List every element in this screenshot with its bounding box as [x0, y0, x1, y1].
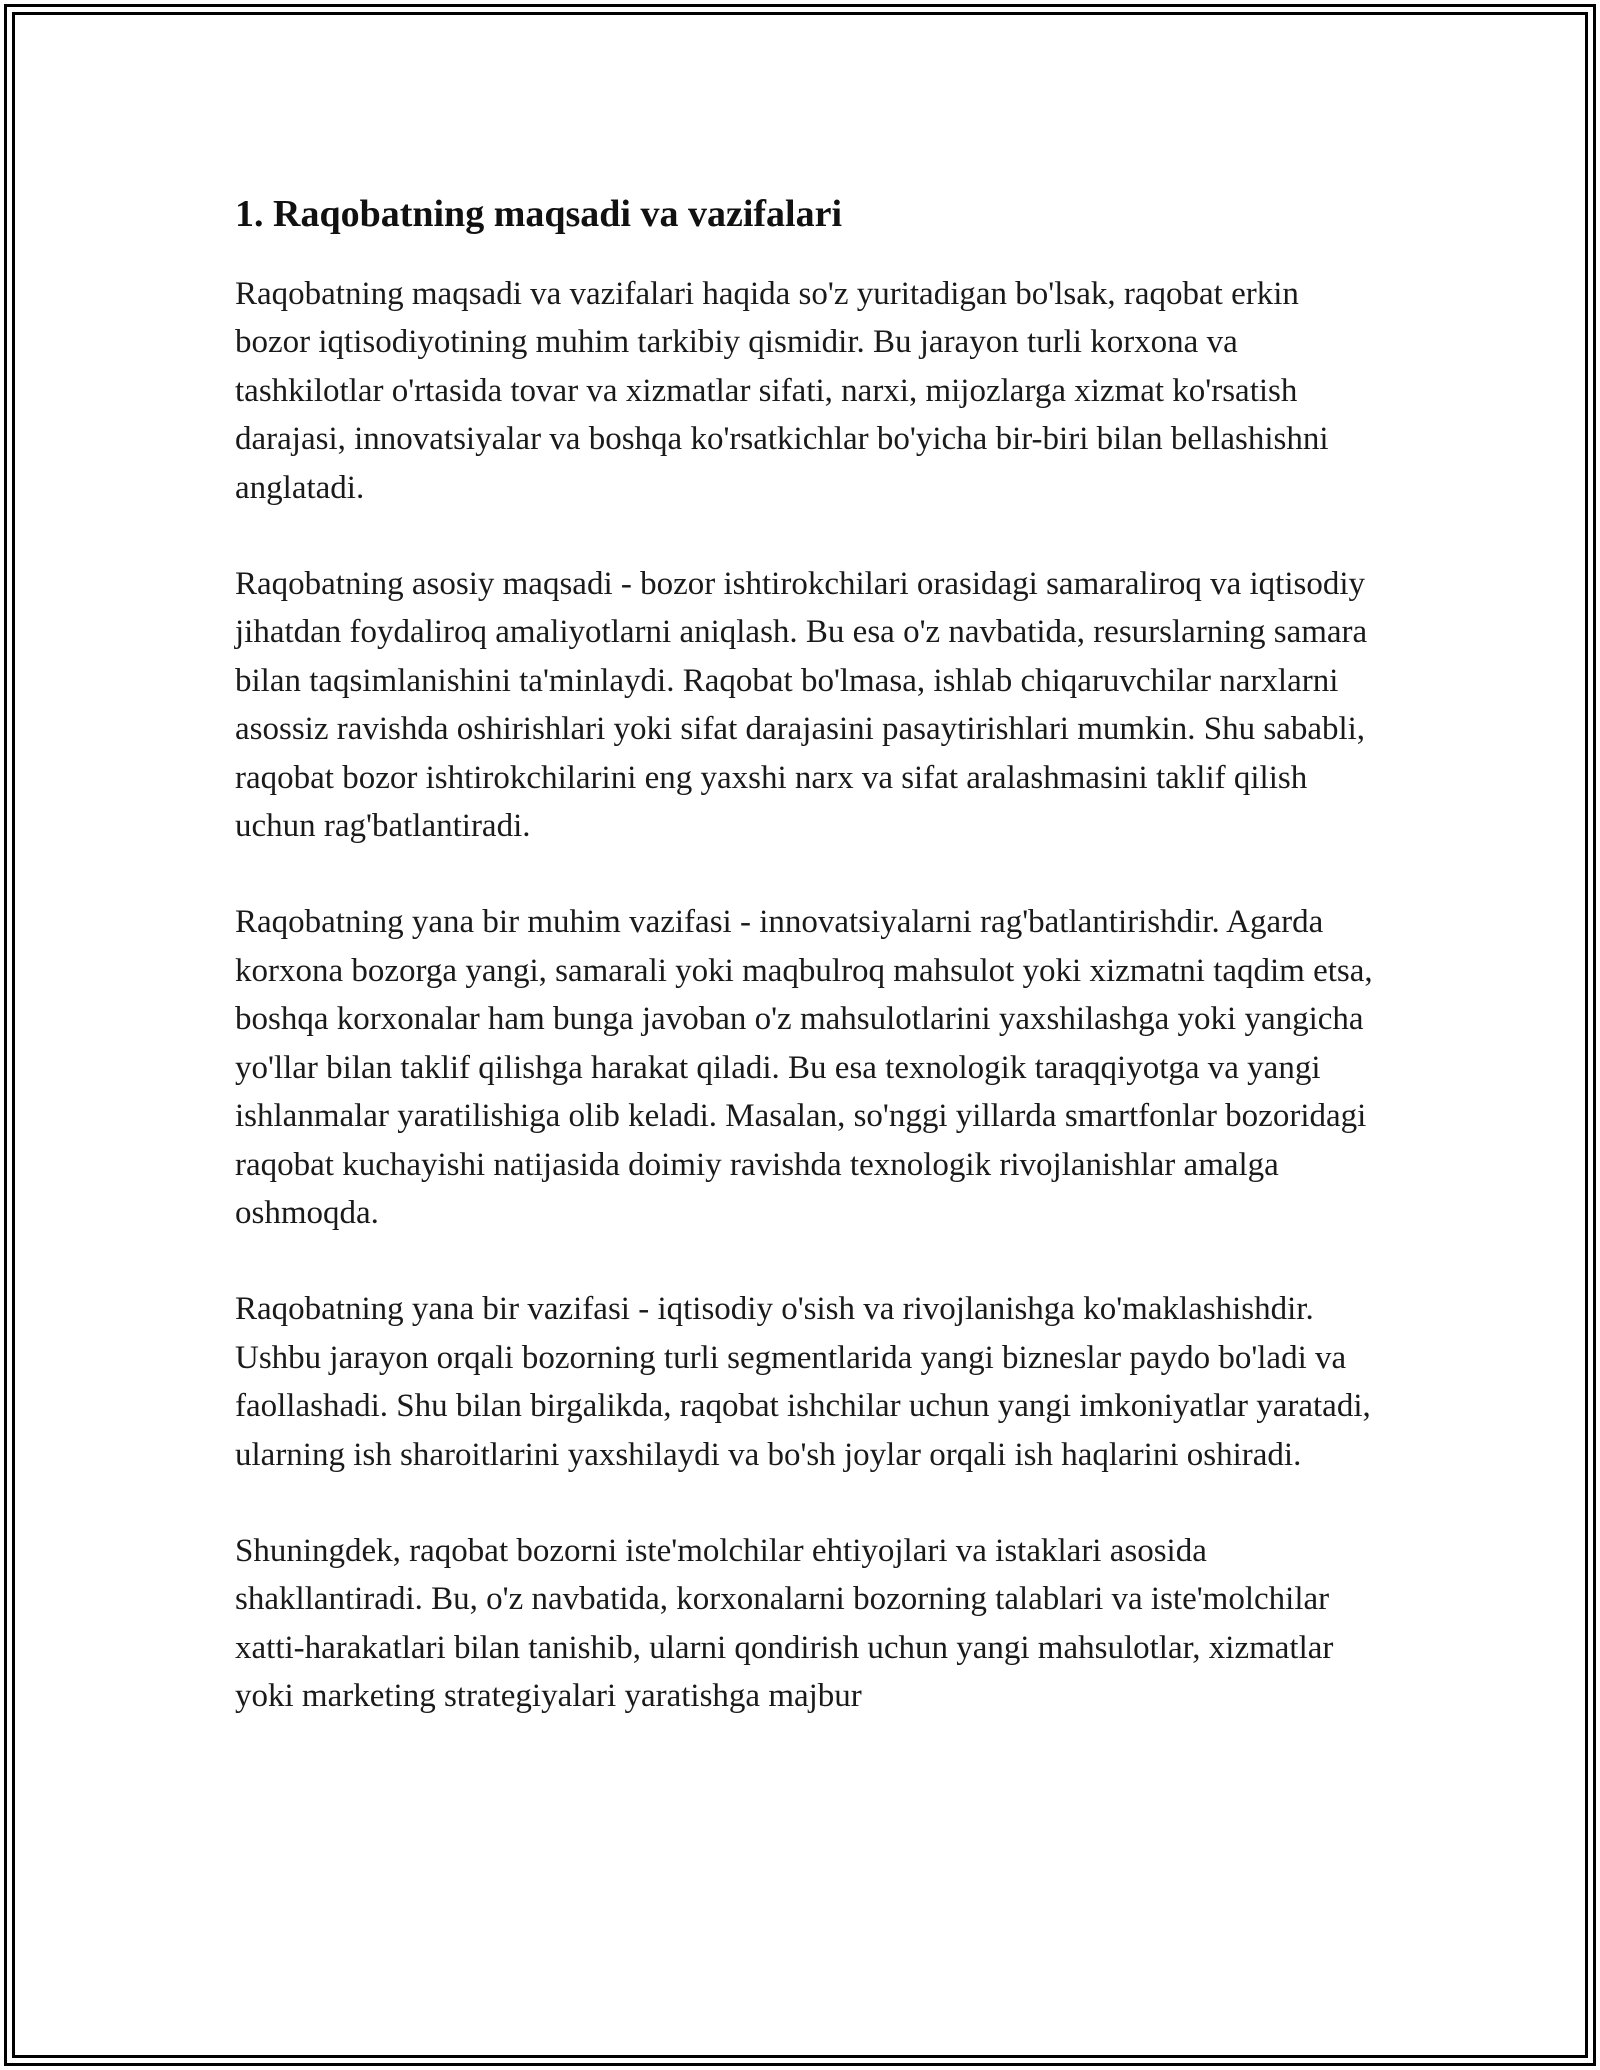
paragraph-1: Raqobatning maqsadi va vazifalari haqida so'z yuritadigan bo'lsak, raqobat erkin bozor iqtisodiyotining muhim tarkibiy qismidir. Bu jarayon turli korxona va tashkilotlar o'rtasida tovar va xizmatlar sifati, narxi, mijozlarga xizmat ko'rsatish darajasi, innovatsiyalar va boshqa ko'rsatkichlar bo'yicha bir-biri bilan bellashishni anglatadi. [235, 276, 1329, 506]
paragraph-2: Raqobatning asosiy maqsadi - bozor ishtirokchilari orasidagi samaraliroq va iqtisodiy jihatdan foydaliroq amaliyotlarni aniqlash. Bu esa o'z navbatida, resurslarning samara bilan taqsimlanishini ta'minlaydi. Raqobat bo'lmasa, ishlab chiqaruvchilar narxlarni asossiz ravishda oshirishlari yoki sifat darajasini pasaytirishlari mumkin. Shu sababli, raqobat bozor ishtirokchilarini eng yaxshi narx va sifat aralashmasini taklif qilish uchun rag'batlantiradi. [235, 566, 1368, 845]
paragraph-4: Raqobatning yana bir vazifasi - iqtisodiy o'sish va rivojlanishga ko'maklashishdir. Ushbu jarayon orqali bozorning turli segmentlarida yangi bizneslar paydo bo'ladi va faollashadi. Shu bilan birgalikda, raqobat ishchilar uchun yangi imkoniyatlar yaratadi, ularning ish sharoitlarini yaxshilaydi va bo'sh joylar orqali ish haqlarini oshiradi. [235, 1291, 1371, 1473]
paragraph-3: Raqobatning yana bir muhim vazifasi - innovatsiyalarni rag'batlantirishdir. Agarda korxona bozorga yangi, samarali yoki maqbulroq mahsulot yoki xizmatni taqdim etsa, boshqa korxonalar ham bunga javoban o'z mahsulotlarini yaxshilashga yoki yangicha yo'llar bilan taklif qilishga harakat qiladi. Bu esa texnologik taraqqiyotga va yangi ishlanmalar yaratilishiga olib keladi. Masalan, so'nggi yillarda smartfonlar bozoridagi raqobat kuchayishi natijasida doimiy ravishda texnologik rivojlanishlar amalga oshmoqda. [235, 904, 1373, 1231]
section-heading: 1. Raqobatning maqsadi va vazifalari [235, 193, 843, 235]
paragraph-5: Shuningdek, raqobat bozorni iste'molchilar ehtiyojlari va istaklari asosida shakllantiradi. Bu, o'z navbatida, korxonalarni bozorning talablari va iste'molchilar xatti-harakatlari bilan tanishib, ularni qondirish uchun yangi mahsulotlar, xizmatlar yoki marketing strategiyalari yaratishga majbur [235, 1532, 1334, 1715]
document-body [235, 188, 1375, 1769]
